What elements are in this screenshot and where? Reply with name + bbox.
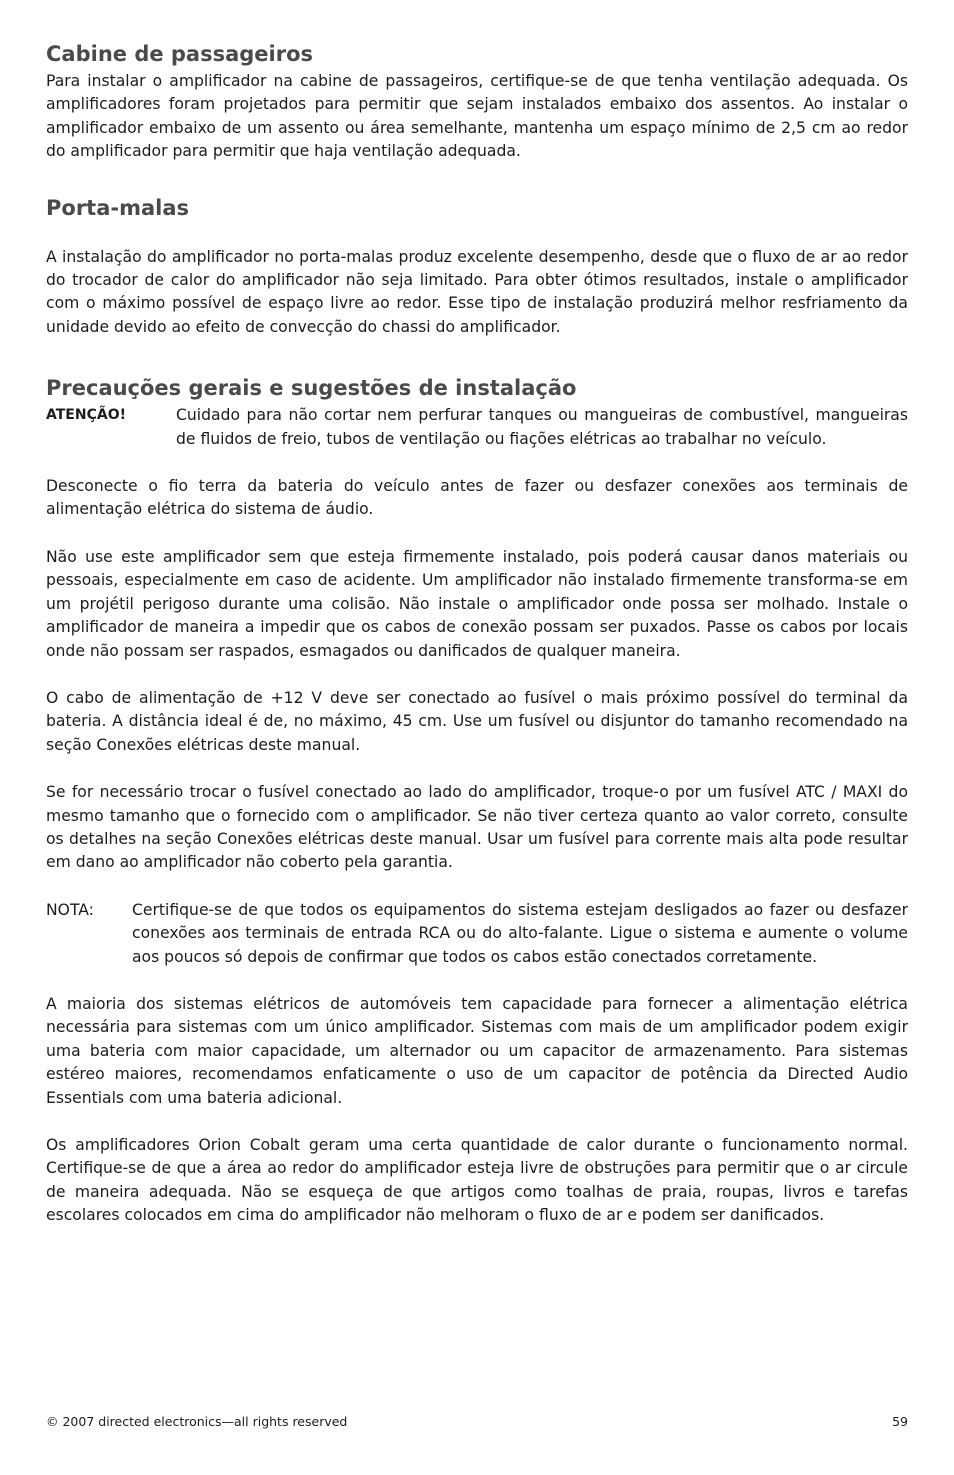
section-heading-porta-malas: Porta-malas <box>46 195 190 220</box>
paragraph-cabo-alimentacao: O cabo de alimentação de +12 V deve ser conectado ao fusível o mais próximo possível do terminal da bateria. A distância ideal é de, no máximo, 45 cm. Use um fusível ou disjuntor do tamanho recomendado na seção Conexões elétricas deste manual. <box>46 688 908 754</box>
section-heading-precaucoes: Precauções gerais e sugestões de instalação <box>46 376 577 401</box>
note-label: NOTA: <box>46 900 94 919</box>
note-text: Certifique-se de que todos os equipamentos do sistema estejam desligados ao fazer ou desfazer conexões aos terminais de entrada RCA ou do alto-falante. Ligue o sistema e aumente o volume aos poucos só depois de confirmar que todos os cabos estão conectados corretamente. <box>132 900 908 966</box>
paragraph-orion-cobalt: Os amplificadores Orion Cobalt geram uma certa quantidade de calor durante o funcionamento normal. Certifique-se de que a área ao redor do amplificador esteja livre de obstruções para permitir que o ar circule de maneira adequada. Não se esqueça de que artigos como toalhas de praia, roupas, livros e tarefas escolares colocados em cima do amplificador não melhoram o fluxo de ar e podem ser danificados. <box>46 1136 908 1225</box>
footer-copyright: © 2007 directed electronics—all rights reserved <box>46 1414 348 1429</box>
note-block <box>46 899 908 969</box>
paragraph-desconecte: Desconecte o fio terra da bateria do veículo antes de fazer ou desfazer conexões aos terminais de alimentação elétrica do sistema de áudio. <box>46 477 908 519</box>
paragraph-fusivel: Se for necessário trocar o fusível conectado ao lado do amplificador, troque-o por um fusível ATC / MAXI do mesmo tamanho que o fornecido com o amplificador. Se não tiver certeza quanto ao valor correto, consulte os detalhes na seção Conexões elétricas deste manual. Usar um fusível para corrente mais alta pode resultar em dano ao amplificador não coberto pela garantia. <box>46 783 908 872</box>
page-footer <box>46 1413 908 1431</box>
section-heading-cabine: Cabine de passageiros <box>46 42 314 66</box>
warning-block <box>46 404 908 451</box>
paragraph-cabine: Para instalar o amplificador na cabine de passageiros, certifique-se de que tenha ventilação adequada. Os amplificadores foram projetados para permitir que sejam instalados embaixo dos assentos. Ao instalar o amplificador embaixo de um assento ou área semelhante, mantenha um espaço mínimo de 2,5 cm ao redor do amplificador para permitir que haja ventilação adequada. <box>46 72 908 161</box>
paragraph-porta-malas: A instalação do amplificador no porta-malas produz excelente desempenho, desde que o fluxo de ar ao redor do trocador de calor do amplificador não seja limitado. Para obter ótimos resultados, instale o amplificador com o máximo possível de espaço livre ao redor. Esse tipo de instalação produzirá melhor resfriamento da unidade devido ao efeito de convecção do chassi do amplificador. <box>46 247 908 336</box>
page-number: 59 <box>892 1414 908 1429</box>
warning-text: Cuidado para não cortar nem perfurar tanques ou mangueiras de combustível, mangueiras de fluidos de freio, tubos de ventilação ou fiações elétricas ao trabalhar no veículo. <box>176 406 908 448</box>
warning-label: ATENÇÃO! <box>46 407 126 424</box>
paragraph-nao-use: Não use este amplificador sem que esteja firmemente instalado, pois poderá causar danos materiais ou pessoais, especialmente em caso de acidente. Um amplificador não instalado firmemente transforma-se em um projétil perigoso durante uma colisão. Não instale o amplificador onde possa ser molhado. Instale o amplificador de maneira a impedir que os cabos de conexão possam ser puxados. Passe os cabos por locais onde não possam ser raspados, esmagados ou danificados de qualquer maneira. <box>46 547 908 660</box>
paragraph-sistemas-eletricos: A maioria dos sistemas elétricos de automóveis tem capacidade para fornecer a alimentação elétrica necessária para sistemas com um único amplificador. Sistemas com mais de um amplificador podem exigir uma bateria com maior capacidade, um alternador ou um capacitor de armazenamento. Para sistemas estéreo maiores, recomendamos enfaticamente o uso de um capacitor de potência da Directed Audio Essentials com uma bateria adicional. <box>46 994 908 1107</box>
document-page <box>46 40 908 1228</box>
